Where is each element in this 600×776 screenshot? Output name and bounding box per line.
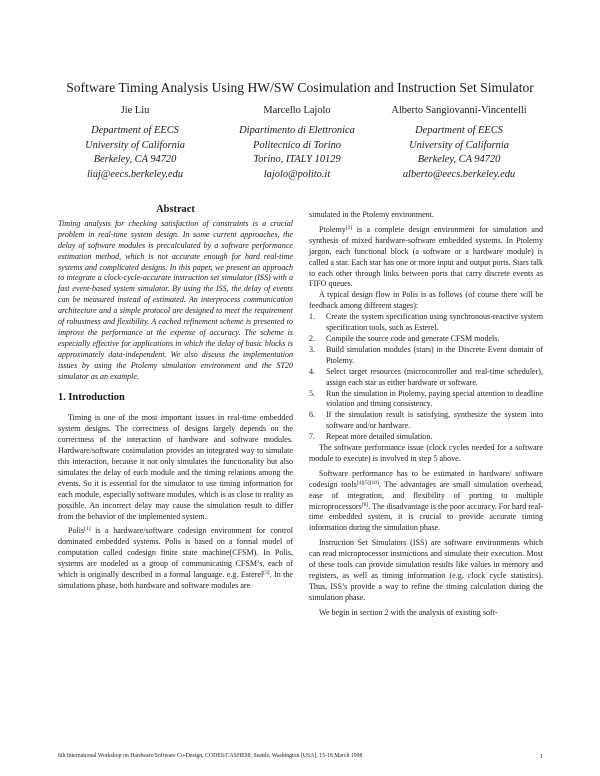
iss-paragraph: Instruction Set Simulators (ISS) are software environments which can read microprocessor instructions and simulate their execution. Most of these tools can provide simulation results like values in memory and registers, as well as timing information (e.g. clock cycle statistics). Thus, ISS’s provide a way to refine the timing calculation during the simulation phase. bbox=[309, 538, 543, 602]
list-item bbox=[309, 367, 543, 389]
right-column bbox=[309, 210, 543, 619]
design-flow-list bbox=[309, 312, 543, 443]
list-text: Build simulation modules (stars) in the Discrete Event domain of Ptolemy. bbox=[326, 344, 543, 365]
citation: [4][5][10] bbox=[356, 479, 379, 486]
author-institution: University of California bbox=[409, 139, 509, 151]
list-text: Run the simulation in Ptolemy, paying special attention to deadline violation and timing consistency. bbox=[326, 388, 543, 409]
author-department: Dipartimento di Elettronica bbox=[239, 125, 355, 137]
author-name: Marcello Lajolo bbox=[263, 105, 331, 116]
list-number: 5. bbox=[309, 388, 316, 398]
list-text: If the simulation result is satisfying, synthesize the system into software and/or hardware. bbox=[326, 410, 543, 431]
citation: [2] bbox=[345, 224, 353, 231]
author-address: Torino, ITALY 10129 bbox=[253, 154, 341, 166]
list-number: 1. bbox=[309, 312, 316, 322]
citation: [3] bbox=[263, 570, 270, 577]
design-flow-intro: A typical design flow in Polis is as follows (of course there will be feedback among different stages): bbox=[309, 290, 543, 311]
page-number: 1 bbox=[539, 753, 543, 760]
author-email: lajolo@polito.it bbox=[263, 168, 331, 180]
list-item bbox=[309, 345, 543, 367]
list-number: 6. bbox=[309, 410, 316, 420]
author-name: Jie Liu bbox=[120, 105, 150, 116]
text-run: . The advantages are small simulation overhead, ease of integration, and flexibility of porting to multiple microprocessors bbox=[309, 479, 543, 511]
list-number: 7. bbox=[309, 432, 316, 442]
text-run: . In the simulations phase, both hardware and software modules are bbox=[58, 570, 293, 590]
list-item bbox=[309, 432, 543, 443]
closing-paragraph: We begin in section 2 with the analysis of existing soft- bbox=[319, 607, 498, 617]
text-run: Ptolemy bbox=[319, 224, 346, 234]
continued-paragraph: simulated in the Ptolemy environment. bbox=[309, 210, 434, 219]
abstract-heading: Abstract bbox=[156, 204, 195, 215]
list-text: Repeat more detailed simulation. bbox=[326, 432, 433, 442]
page-footer bbox=[58, 753, 543, 759]
estimation-paragraph bbox=[309, 469, 543, 534]
author-department: Department of EECS bbox=[91, 125, 179, 137]
list-number: 4. bbox=[309, 366, 316, 376]
intro-paragraph-1: Timing is one of the most important issues in real-time embedded system designs. The correctness of designs largely depends on the correctness of the interaction of hardware and software modules. Hardware/software cosimulation provides an integrated way to simulate this interaction, because it not only simulates the functionality but also simulates the delay of each module and the timing relations among the events. So it is essential for the simulator to use timing information for each module, especially software modules, which is as close to reality as possible. An incorrect delay may cause the simulation result to differ from the behavior of the implemented system. bbox=[58, 413, 293, 521]
ptolemy-paragraph bbox=[309, 225, 543, 290]
author-name: Alberto Sangiovanni-Vincentelli bbox=[391, 105, 527, 116]
list-text: Select target resources (microcontroller and real-time scheduler), assign each star as either hardware or software. bbox=[326, 366, 543, 387]
list-item bbox=[309, 312, 543, 334]
author-address: Berkeley, CA 94720 bbox=[417, 154, 501, 166]
author-3 bbox=[364, 104, 554, 182]
abstract-text: Timing analysis for checking satisfaction of constraints is a crucial problem in real-time system design. In some current approaches, the delay of software modules is precalculated by a software performance estimation method, which is not accurate enough for hard real-time systems and complicated designs. In this paper, we present an approach to integrate a clock-cycle-accurate instruction set simulator (ISS) with a fast event-based system simulator. By using the ISS, the delay of events can be measured instead of estimated. An interprocess communication architecture and a simple protocol are designed to meet the requirement of robustness and flexibility. A cached refinement scheme is presented to improve the performance at the expense of accuracy. The scheme is especially effective for applications in which the delay of basic blocks is approximately data-independent. We also discuss the implementation issues by using the Ptolemy simulation environment and the ST20 simulator as an example. bbox=[58, 218, 293, 381]
list-text: Create the system specification using synchronous-reactive system specification tools, such as Esterel. bbox=[326, 312, 543, 333]
list-item bbox=[309, 410, 543, 432]
paper-title: Software Timing Analysis Using HW/SW Cosimulation and Instruction Set Simulator bbox=[66, 80, 534, 95]
author-address: Berkeley, CA 94720 bbox=[93, 154, 177, 166]
author-institution: Politecnico di Torino bbox=[253, 139, 341, 151]
text-run: . The disadvantage is the poor accuracy. For hard real-time embedded system, it is crucial to provide accurate timing information during the simulation phase. bbox=[309, 501, 543, 533]
citation: [8] bbox=[361, 501, 369, 508]
text-run: Polis bbox=[68, 526, 85, 536]
left-column bbox=[58, 205, 293, 592]
list-number: 2. bbox=[309, 333, 316, 343]
author-block bbox=[0, 104, 600, 194]
list-number: 3. bbox=[309, 344, 316, 354]
text-run: is a hardware/software codesign environment for control dominated embedded systems. Polis is based on a formal model of computation called codesign finite state machine(CFSM). In Polis, systems are modeled as a group of communicating CFSM’s, each of which is originally described in a formal language. e.g. Esterel bbox=[58, 526, 293, 580]
author-email: liuj@eecs.berkeley.edu bbox=[86, 168, 184, 180]
text-run: is a complete design environment for simulation and synthesis of mixed hardware-software embedded systems. In Ptolemy jargon, each functional block (a software or a hardware module) is called a star. Each star has one or more input and output ports. Stars talk to each other through links between ports that carry discrete events as FIFO queues. bbox=[309, 224, 543, 289]
list-item bbox=[309, 389, 543, 411]
introduction-heading: 1. Introduction bbox=[58, 391, 125, 403]
performance-paragraph: The software performance issue (clock cycles needed for a software module to execute) is involved in step 5 above. bbox=[309, 443, 543, 463]
list-text: Compile the source code and generate CFSM models. bbox=[326, 333, 500, 343]
author-institution: University of California bbox=[85, 139, 185, 151]
author-email: alberto@eecs.berkeley.edu bbox=[402, 168, 516, 180]
intro-paragraph-2 bbox=[58, 526, 293, 591]
list-item bbox=[309, 334, 543, 345]
footer-text: 6th International Workshop on Hardware/Software Co-Design, CODES/CASHE98, Seattle, Washington [USA], 15-18 March 1998 bbox=[58, 753, 363, 759]
text-run: Software performance has to be estimated in hardware/ software codesign tools bbox=[309, 468, 543, 489]
citation: [1] bbox=[84, 526, 91, 533]
author-department: Department of EECS bbox=[415, 125, 503, 137]
